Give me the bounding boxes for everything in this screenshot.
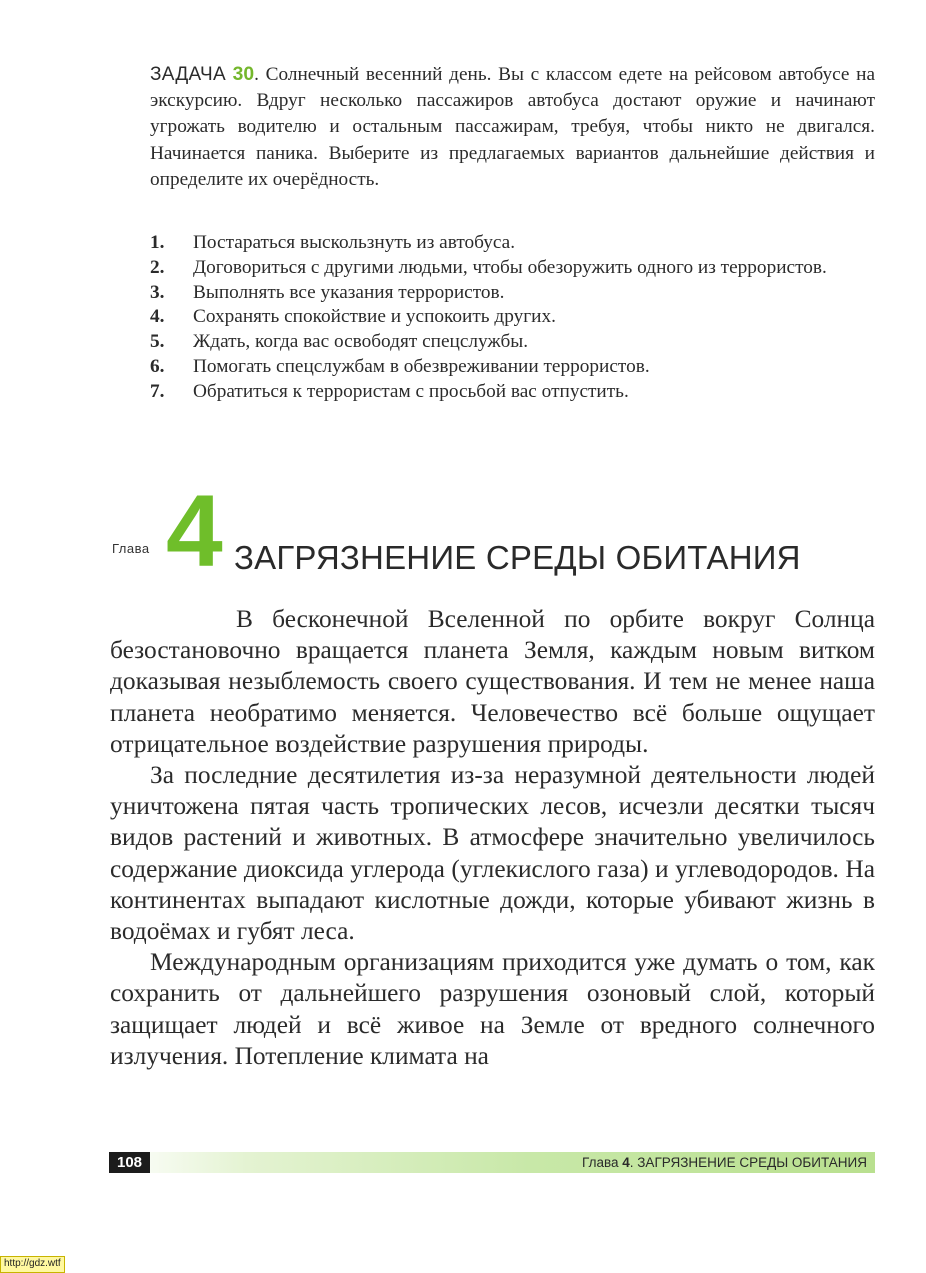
option-number: 7. [150,380,165,402]
option-text: Выполнять все указания террористов. [193,281,505,303]
option-number: 1. [150,232,165,253]
chapter-label: Глава [112,541,150,556]
option-item [150,281,875,306]
task-label: ЗАДАЧА [150,64,226,85]
option-item [150,380,875,405]
option-number: 5. [150,331,165,353]
option-number: 6. [150,355,165,377]
option-item [150,231,875,256]
chapter-number: 4 [166,474,223,588]
option-item [150,305,875,330]
option-item [150,330,875,355]
paragraph: Международным организациям приходится уже думать о том, как сохранить от дальнейшего разрушения озоновый слой, который защищает людей и всё живое на Земле от вредного солнечного излучения. Потепление климата на [110,948,875,1070]
option-text: Помогать спецслужбам в обезвреживании террористов. [193,355,650,377]
running-head-title: . ЗАГРЯЗНЕНИЕ СРЕДЫ ОБИТАНИЯ [629,1155,867,1170]
option-item [150,256,875,281]
watermark-link[interactable]: http://gdz.wtf [0,1256,65,1273]
chapter-body [110,604,875,1072]
option-number: 4. [150,306,165,328]
option-item [150,355,875,380]
running-head [582,1152,867,1173]
page-number: 108 [109,1152,150,1173]
paragraph: За последние десятилетия из-за неразумной деятельности людей уничтожена пятая часть тропических лесов, исчезли десятки тысяч видов растений и животных. В атмосфере значительно увеличилось содержание диоксида углерода (углекислого газа) и углеводородов. На континентах выпадают кислотные дожди, которые убивают жизнь в водоёмах и губят леса. [110,761,875,946]
paragraph: В бесконечной Вселенной по орбите вокруг Солнца безостановочно вращается планета Земля, каждым новым витком доказывая незыблемость своего существования. И тем не менее наша планета необратимо меняется. Человечество всё больше ощущает отрицательное воздействие разрушения природы. [110,605,875,758]
option-text: Договориться с другими людьми, чтобы обезоружить одного из террористов. [193,256,827,278]
option-number: 2. [150,256,165,278]
task-text: . Солнечный весенний день. Вы с классом едете на рейсовом автобусе на экскурсию. Вдруг несколько пассажиров автобуса достают оружие и начинают угрожать водителю и остальным пассажирам, требуя, чтобы никто не двигался. Начинается паника. Выберите из предлагаемых вариантов дальнейшие действия и определите их очерёдность. [150,64,876,190]
option-text: Постараться выскользнуть из автобуса. [193,232,516,253]
option-text: Ждать, когда вас освободят спецслужбы. [193,331,529,353]
option-text: Обратиться к террористам с просьбой вас отпустить. [193,380,629,402]
task-number: 30 [232,64,255,85]
running-head-label: Глава [582,1155,619,1170]
chapter-title: ЗАГРЯЗНЕНИЕ СРЕДЫ ОБИТАНИЯ [234,539,801,576]
answer-options-list [150,231,875,405]
option-number: 3. [150,281,165,303]
option-text: Сохранять спокойствие и успокоить других. [193,306,556,328]
running-head-number: 4 [622,1155,630,1170]
task-block [150,62,875,193]
